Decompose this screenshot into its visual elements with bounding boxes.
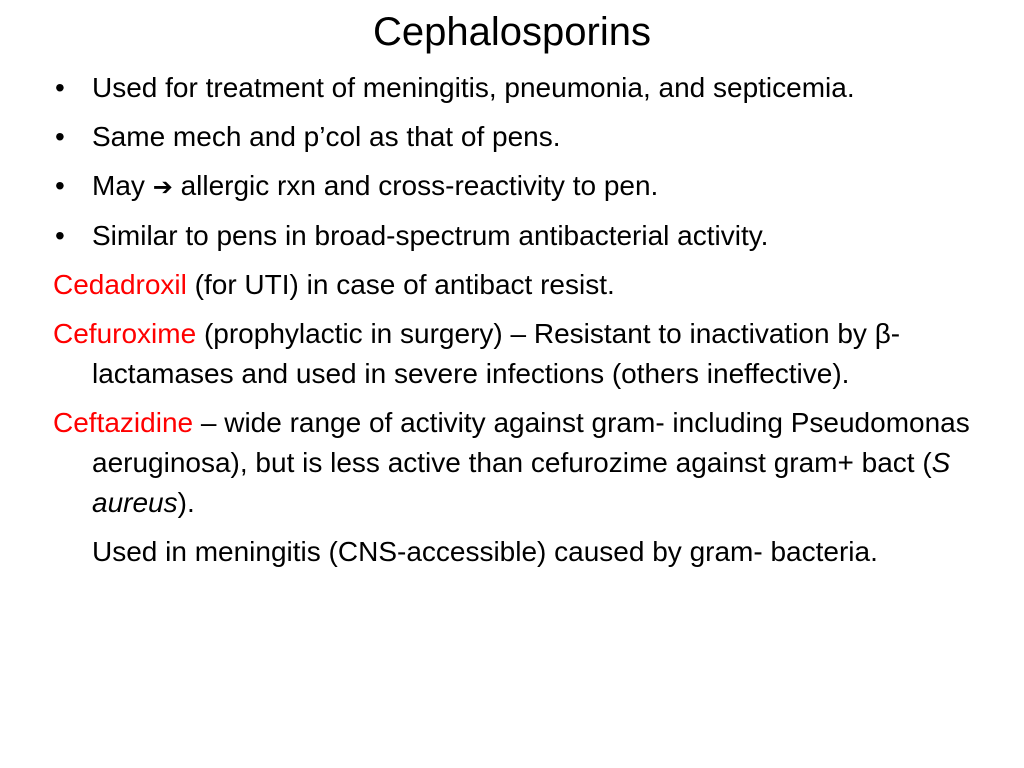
bullet-item [53,166,973,207]
drug-description: (for UTI) in case of antibact resist. [186,269,615,300]
bullet-item [53,68,973,108]
bullet-marker: • [55,170,65,201]
bullet-marker: • [55,72,65,103]
bullet-text: Used for treatment of meningitis, pneumonia, and septicemia. [92,72,855,103]
bullet-text: Similar to pens in broad-spectrum antibacterial activity. [92,220,769,251]
drug-name: Ceftazidine [53,407,194,438]
drug-item-cedadroxil [53,265,973,305]
slide-title: Cephalosporins [373,10,651,54]
drug-name: Cedadroxil [53,269,187,300]
drug-item-ceftazidine [53,403,973,523]
bullet-marker: • [55,220,65,251]
arrow-right-icon: ➔ [152,173,173,201]
bullet-marker: • [55,121,65,152]
organism-name: S aureus [92,447,951,518]
bullet-item [53,117,973,157]
bullet-item [53,216,973,256]
drug-item-cefuroxime [53,314,973,394]
drug-description-end: ). [177,487,195,518]
bullet-text-before: May [92,170,153,201]
bullet-text: Same mech and p’col as that of pens. [92,121,561,152]
slide-body [53,68,973,581]
bullet-text-after: allergic rxn and cross-reactivity to pen. [172,170,659,201]
drug-description: (prophylactic in surgery) – Resistant to inactivation by β-lactamases and used in severe infections (others ineffective). [92,318,901,389]
drug-description: – wide range of activity against gram- including Pseudomonas aeruginosa), but is less active than cefurozime against gram+ bact ( [92,407,970,478]
drug-name: Cefuroxime [53,318,197,349]
ceftazidine-usage-note: Used in meningitis (CNS-accessible) caused by gram- bacteria. [92,536,878,567]
